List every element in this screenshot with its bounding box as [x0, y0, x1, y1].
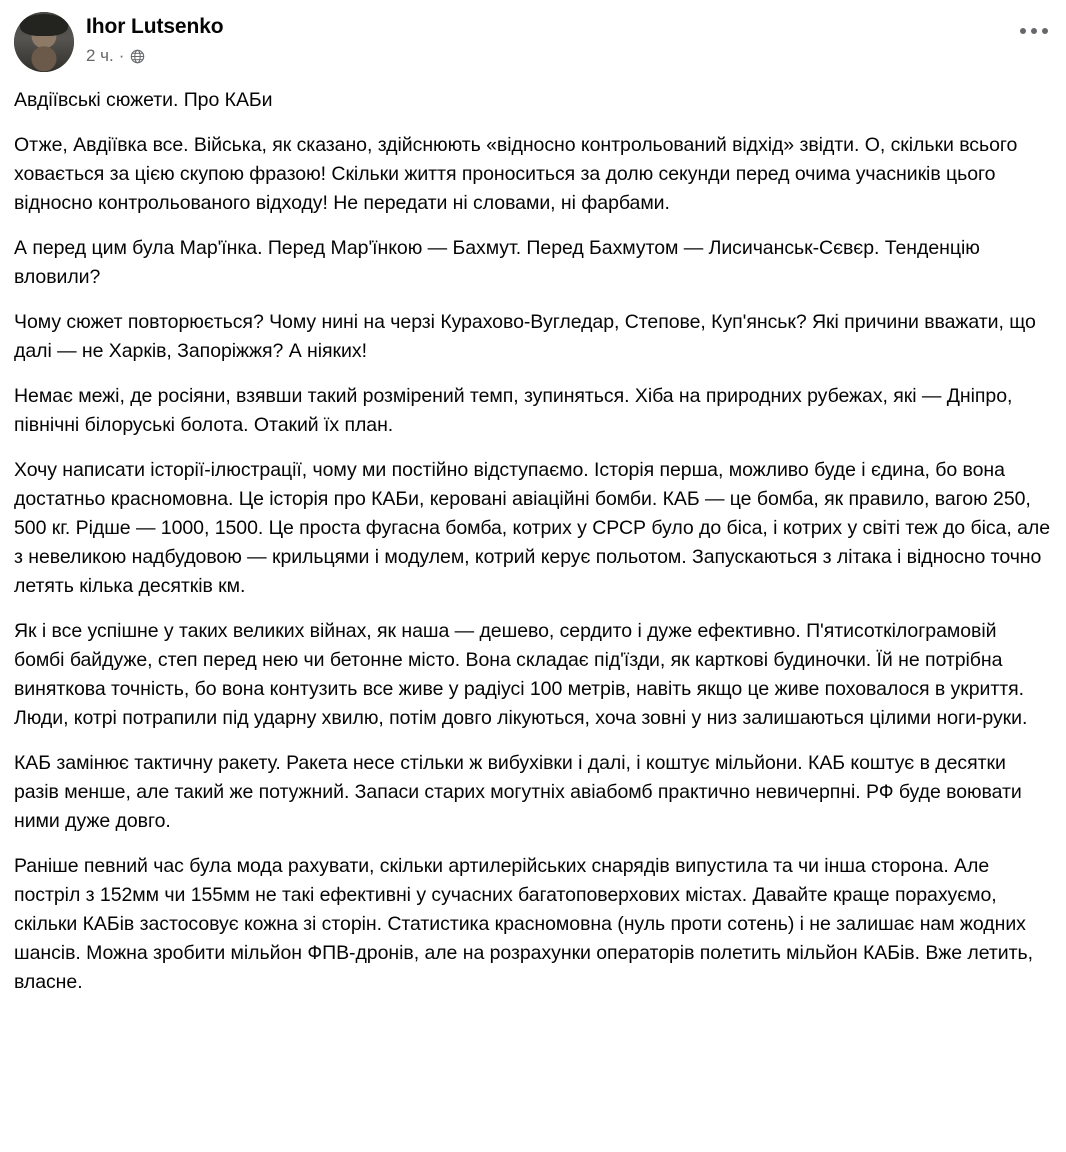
more-options-icon[interactable]	[1020, 28, 1048, 34]
avatar[interactable]	[14, 12, 74, 72]
post-paragraph: Авдіївські сюжети. Про КАБи	[14, 89, 273, 111]
post-paragraph: КАБ замінює тактичну ракету. Ракета несе стільки ж вибухівки і далі, і коштує мільйони. КАБ коштує в десятки разів менше, але такий же потужний. Запаси старих могутніх авіабомб практично невичерпні. РФ буде воювати ними дуже довго.	[14, 752, 1022, 832]
post-header-text	[86, 12, 224, 66]
post-paragraph: Як і все успішне у таких великих війнах, як наша — дешево, сердито і дуже ефективно. П'ятисоткілограмовій бомбі байдуже, степ перед нею чи бетонне місто. Вона складає під'їзди, як карткові будиночки. Їй не потрібна виняткова точність, бо вона контузить все живе у радіусі 100 метрів, навіть якщо це живе поховалося в укриття. Люди, котрі потрапили під ударну хвилю, потім довго лікуються, хоча зовні у низ залишаються цілими ноги-руки.	[14, 620, 1028, 729]
post-paragraph: Чому сюжет повторюється? Чому нині на черзі Курахово-Вугледар, Степове, Куп'янськ? Які причини вважати, що далі — не Харків, Запоріжжя? А ніяких!	[14, 311, 1036, 362]
post-meta	[86, 46, 224, 66]
post-timestamp[interactable]: 2 ч.	[86, 46, 114, 65]
post-paragraph: А перед цим була Мар'їнка. Перед Мар'їнкою — Бахмут. Перед Бахмутом — Лисичанськ-Сєвєр. Тенденцію вловили?	[14, 237, 980, 288]
meta-separator: ·	[118, 46, 125, 65]
dot	[1031, 28, 1037, 34]
post-paragraph: Раніше певний час була мода рахувати, скільки артилерійських снарядів випустила та чи інша сторона. Але постріл з 152мм чи 155мм не такі ефективні у сучасних багатоповерхових містах. Давайте краще порахуємо, скільки КАБів застосовує кожна зі сторін. Статистика красномовна (нуль проти сотень) і не залишає нам жодних шансів. Можна зробити мільйон ФПВ-дронів, але на розрахунки операторів полетить мільйон КАБів. Вже летить, власне.	[14, 855, 1033, 993]
dot	[1020, 28, 1026, 34]
globe-icon[interactable]	[130, 49, 145, 64]
post-body	[0, 72, 1066, 1017]
post-header	[0, 0, 1066, 72]
dot	[1042, 28, 1048, 34]
author-name[interactable]: Ihor Lutsenko	[86, 15, 224, 38]
avatar-hair-shape	[20, 14, 68, 36]
post-paragraph: Немає межі, де росіяни, взявши такий розмірений темп, зупиняться. Хіба на природних рубежах, які — Дніпро, північні білоруські болота. Отакий їх план.	[14, 385, 1013, 436]
post-paragraph: Отже, Авдіївка все. Війська, як сказано, здійснюють «відносно контрольований відхід» звідти. О, скільки всього ховається за цією скупою фразою! Скільки життя проноситься за долю секунди перед очима учасників цього відносно контрольованого відходу! Не передати ні словами, ні фарбами.	[14, 134, 1018, 214]
post-paragraph: Хочу написати історії-ілюстрації, чому ми постійно відступаємо. Історія перша, можливо буде і єдина, бо вона достатньо красномовна. Це історія про КАБи, керовані авіаційні бомби. КАБ — це бомба, як правило, вагою 250, 500 кг. Рідше — 1000, 1500. Це проста фугасна бомба, котрих у СРСР було до біса, і котрих у світі теж до біса, але з невеликою надбудовою — крильцями і модулем, котрий керує польотом. Запускаються з літака і відносно точно летять кілька десятків км.	[14, 459, 1050, 597]
